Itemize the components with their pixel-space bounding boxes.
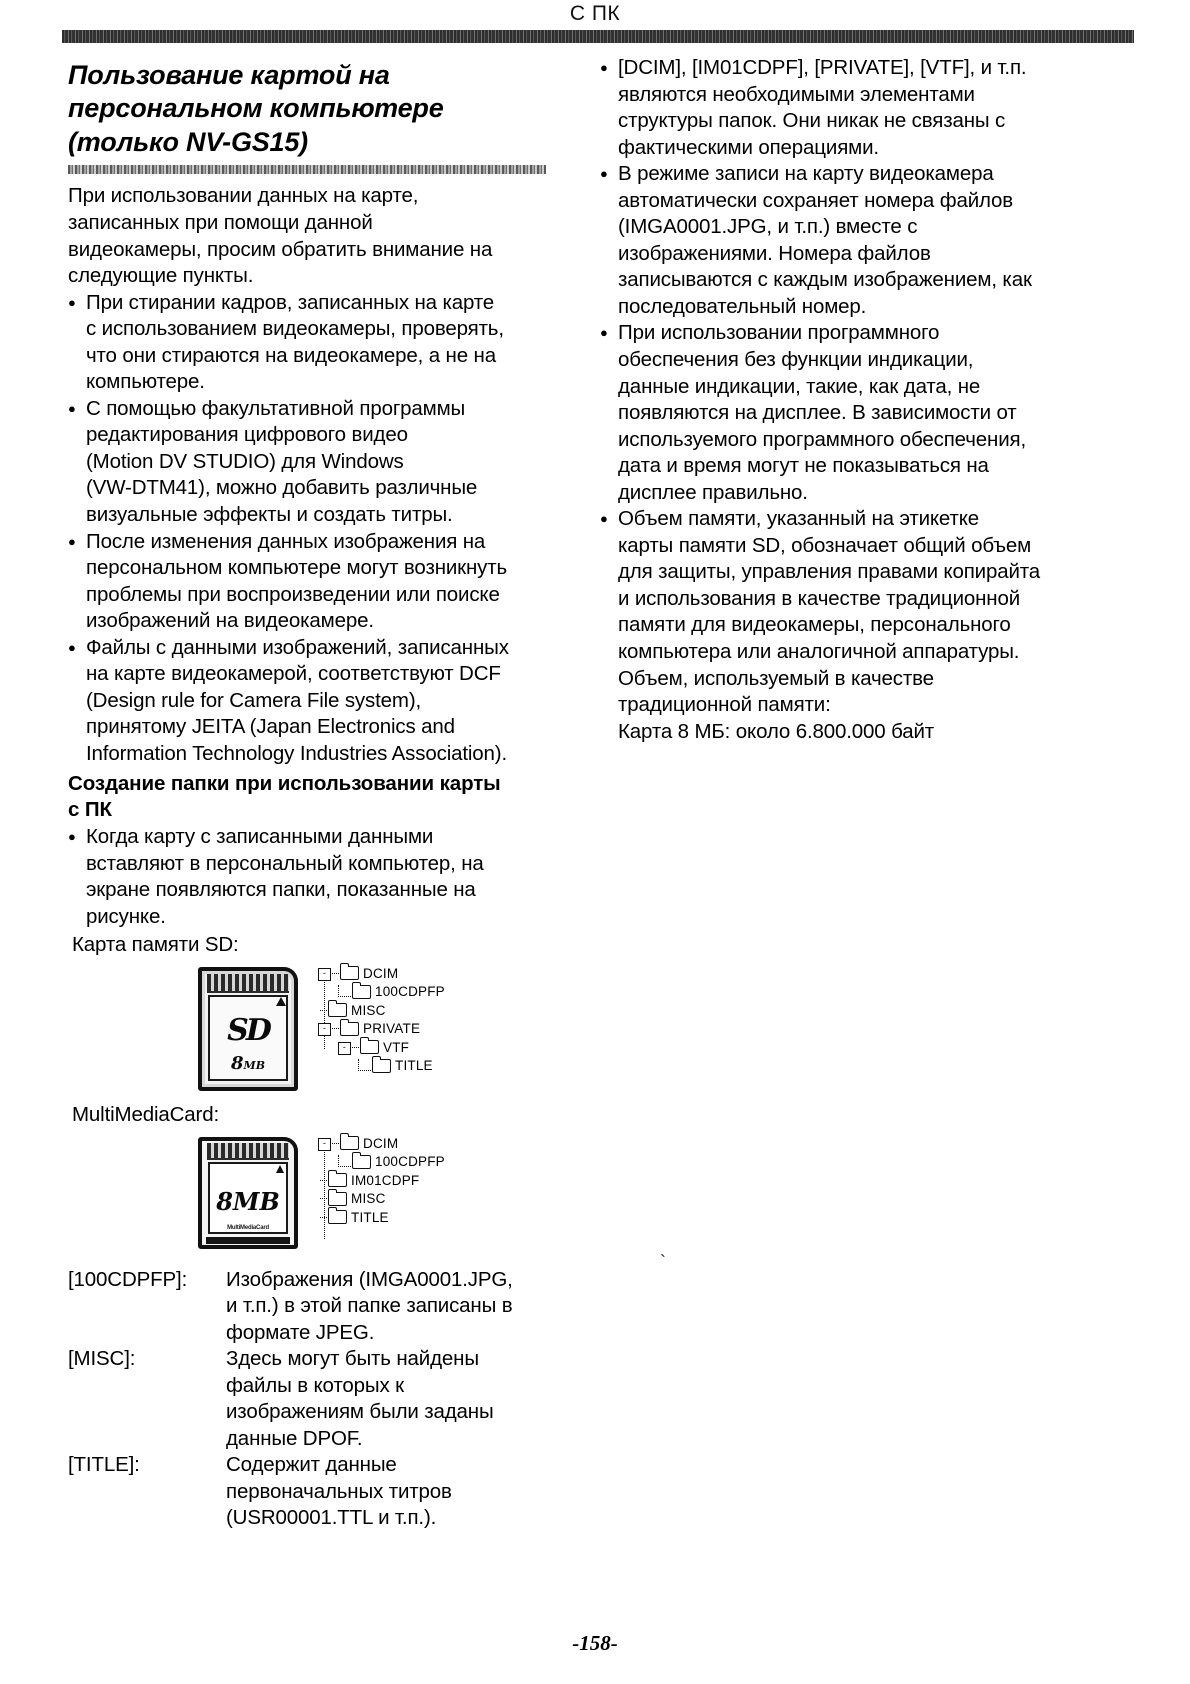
mmc-brand-label: MultiMediaCard: [227, 1224, 269, 1231]
folder-definitions: [68, 1267, 580, 1532]
tree-node-misc: [318, 1002, 445, 1021]
tree-connector: [320, 1198, 327, 1199]
intro-line: следующие пункты.: [68, 264, 254, 288]
tree-connector: [352, 1047, 359, 1048]
bullet-line: ● После изменения данных изображения на: [86, 529, 486, 553]
insert-direction-arrow-icon: [276, 1165, 284, 1173]
bullet-line: памяти для видеокамеры, персонального: [618, 613, 1011, 637]
definition-term: [TITLE]:: [68, 1453, 140, 1477]
tree-node-dcim: [318, 965, 445, 984]
mmc-card-caption: MultiMediaCard:: [72, 1102, 219, 1126]
sd-logo: SD: [227, 1012, 269, 1048]
bullet-line: Объем, используемый в качестве: [618, 666, 934, 690]
definition-line: Здесь могут быть найдены: [226, 1347, 479, 1371]
bullet-line: Information Technology Industries Association).: [86, 741, 508, 765]
tree-connector: [320, 1217, 327, 1218]
tree-node-label: TITLE: [395, 1058, 433, 1074]
bullet-line: ● Файлы с данными изображений, записанных: [86, 635, 509, 659]
bullet-line: дата и время могут не показываться на: [618, 454, 989, 478]
page-title-line: персональном компьютере: [68, 93, 444, 124]
bullet-line: дисплее правильно.: [618, 480, 808, 504]
mmc-card-image: [198, 1137, 298, 1249]
intro-line: записанных при помощи данной: [68, 210, 373, 234]
bullet-line: принятому JEITA (Japan Electronics and: [86, 715, 455, 739]
folder-icon: [352, 1155, 371, 1169]
folder-icon: [340, 1022, 359, 1036]
definition-term: [MISC]:: [68, 1347, 136, 1371]
right-bullet-list: [600, 55, 1120, 745]
bullet-line: структуры папок. Они никак не связаны с: [618, 109, 1006, 133]
bullet-line: (IMGA0001.JPG, и т.п.) вместе с: [618, 215, 918, 239]
left-bullet-list: [68, 290, 580, 768]
tree-node-label: 100CDPFP: [375, 1154, 445, 1170]
bullet-line: на карте видеокамерой, соответствуют DCF: [86, 662, 501, 686]
section-subheading: [68, 771, 580, 823]
bullet-line: (VW-DTM41), можно добавить различные: [86, 476, 478, 500]
page-title-line: Пользование картой на: [68, 60, 390, 90]
sd-capacity-unit: MB: [243, 1058, 265, 1072]
definition-description: [226, 1452, 580, 1532]
definition-row: [68, 1346, 580, 1452]
mmc-capacity-label: 8MB: [216, 1186, 280, 1216]
sd-card-figure: [68, 965, 580, 1090]
tree-node-dcim: [318, 1135, 445, 1154]
tree-connector: [338, 1155, 351, 1167]
folder-icon: [360, 1040, 379, 1054]
list-item: [600, 320, 1120, 506]
definition-line: (USR00001.TTL и т.п.).: [226, 1506, 437, 1530]
bullet-line: ● При использовании программного: [618, 321, 940, 345]
sd-capacity-value: 8: [230, 1052, 244, 1074]
bullet-line: с использованием видеокамеры, проверять,: [86, 317, 504, 341]
bullet-line: рисунке.: [86, 904, 166, 928]
insert-direction-arrow-icon: [276, 997, 286, 1006]
bullet-line: ● Объем памяти, указанный на этикетке: [618, 507, 980, 531]
tree-node-misc: [318, 1190, 445, 1209]
tree-node-label: TITLE: [351, 1209, 389, 1225]
expander-minus-icon[interactable]: -: [338, 1042, 351, 1055]
definition-line: первоначальных титров: [226, 1479, 452, 1503]
tree-connector: [332, 1143, 339, 1144]
definition-description: [226, 1346, 580, 1452]
list-item: [68, 396, 580, 529]
tree-node-im01cdpf: [318, 1172, 445, 1191]
expander-minus-icon[interactable]: -: [318, 1023, 331, 1036]
expander-minus-icon[interactable]: -: [318, 968, 331, 981]
expander-minus-icon[interactable]: -: [318, 1138, 331, 1151]
sd-card-image: [198, 967, 298, 1091]
tree-node-private: [318, 1020, 445, 1039]
definition-line: и т.п.) в этой папке записаны в: [226, 1294, 513, 1318]
folder-icon: [340, 966, 359, 980]
tree-node-label: VTF: [383, 1040, 410, 1056]
folder-icon: [340, 1136, 359, 1150]
tree-node-label: IM01CDPF: [351, 1172, 420, 1188]
folder-icon: [328, 1210, 347, 1224]
running-header: С ПК: [569, 2, 621, 25]
tree-connector: [320, 1180, 327, 1181]
definition-row: [68, 1452, 580, 1532]
bullet-line: являются необходимыми элементами: [618, 82, 975, 106]
definition-line: данные DPOF.: [226, 1426, 363, 1450]
list-item: [68, 635, 580, 768]
bullet-line: ● [DCIM], [IM01CDPF], [PRIVATE], [VTF], и т.п.: [618, 56, 1027, 79]
tree-node-label: DCIM: [363, 1135, 399, 1151]
bullet-line: появляются на дисплее. В зависимости от: [618, 401, 1017, 425]
page-title: [68, 59, 580, 159]
bullet-line: (Motion DV STUDIO) для Windows: [86, 449, 404, 473]
list-item: [600, 506, 1120, 745]
bullet-line: традиционной памяти:: [618, 693, 831, 717]
folder-icon: [372, 1059, 391, 1073]
bullet-line: автоматически сохраняет номера файлов: [618, 188, 1014, 212]
bullet-line: проблемы при воспроизведении или поиске: [86, 582, 500, 606]
bullet-line: Карта 8 МБ: около 6.800.000 байт: [618, 719, 935, 743]
subheading-line: Создание папки при использовании карты: [68, 772, 501, 796]
bullet-line: (Design rule for Camera File system),: [86, 688, 422, 712]
bullet-line: фактическими операциями.: [618, 135, 879, 159]
definition-line: изображениям были заданы: [226, 1400, 494, 1424]
list-item: [600, 161, 1120, 320]
tree-node-label: MISC: [351, 1191, 386, 1207]
list-item: [68, 290, 580, 396]
bullet-line: персональном компьютере могут возникнуть: [86, 556, 508, 580]
tree-node-label: MISC: [351, 1003, 386, 1019]
tree-connector: [358, 1059, 371, 1071]
definition-term: [100CDPFP]:: [68, 1267, 188, 1291]
bullet-line: для защиты, управления правами копирайта: [618, 560, 1041, 584]
subheading-line: с ПК: [68, 798, 112, 822]
definition-line: формате JPEG.: [226, 1320, 375, 1344]
card-contacts: [207, 1143, 289, 1160]
tree-node-label: DCIM: [363, 966, 399, 982]
tree-node-label: 100CDPFP: [375, 984, 445, 1000]
bullet-line: карты памяти SD, обозначает общий объем: [618, 533, 1032, 557]
bullet-line: что они стираются на видеокамере, а не на: [86, 343, 496, 367]
tree-connector: [320, 1010, 327, 1011]
folder-icon: [328, 1003, 347, 1017]
bullet-line: последовательный номер.: [618, 294, 867, 318]
bullet-line: ● С помощью факультативной программы: [86, 396, 466, 420]
folder-icon: [328, 1192, 347, 1206]
bullet-line: изображениями. Номера файлов: [618, 241, 931, 265]
tree-connector: [338, 985, 351, 997]
intro-line: При использовании данных на карте,: [68, 184, 419, 208]
list-item: [600, 55, 1120, 161]
tree-node-title: [318, 1057, 445, 1076]
right-column: [600, 55, 1120, 745]
bullet-line: визуальные эффекты и создать титры.: [86, 502, 453, 526]
mmc-card-figure: [68, 1135, 580, 1253]
tree-node-label: PRIVATE: [363, 1021, 421, 1037]
bullet-line: ● В режиме записи на карту видеокамера: [618, 162, 994, 186]
title-rule: [68, 165, 546, 174]
bullet-line: записываются с каждым изображением, как: [618, 268, 1032, 292]
bullet-line: данные индикации, такие, как дата, не: [618, 374, 981, 398]
subhead-bullet-list: [68, 824, 580, 930]
folder-icon: [328, 1173, 347, 1187]
bullet-line: изображений на видеокамере.: [86, 609, 374, 633]
page-number: -158-: [572, 1631, 618, 1655]
bullet-line: вставляют в персональный компьютер, на: [86, 851, 484, 875]
list-item: [68, 529, 580, 635]
card-contacts: [207, 974, 289, 993]
sd-capacity-label: [202, 1053, 294, 1074]
page-title-line: (только NV-GS15): [68, 126, 308, 157]
bullet-line: обеспечения без функции индикации,: [618, 348, 974, 372]
definition-line: Изображения (IMGA0001.JPG,: [226, 1267, 513, 1291]
bullet-line: компьютера или аналогичной аппаратуры.: [618, 640, 1020, 664]
mmc-folder-tree: [318, 1135, 445, 1228]
definition-line: Содержит данные: [226, 1453, 397, 1477]
header-rule: [62, 30, 1134, 43]
left-column: [68, 55, 580, 1532]
bullet-line: экране появляются папки, показанные на: [86, 878, 476, 902]
tree-node-vtf: [318, 1039, 445, 1058]
intro-paragraph: [68, 183, 580, 289]
bullet-line: редактирования цифрового видео: [86, 423, 408, 447]
folder-icon: [352, 985, 371, 999]
tree-node-title: [318, 1209, 445, 1228]
tree-connector: [332, 973, 339, 974]
bullet-line: ● Когда карту с записанными данными: [86, 825, 434, 849]
bullet-line: и использования в качестве традиционной: [618, 586, 1021, 610]
sd-folder-tree: [318, 965, 445, 1076]
tree-node-100cdpfp: [318, 1153, 445, 1172]
tree-node-100cdpfp: [318, 983, 445, 1002]
bullet-line: используемого программного обеспечения,: [618, 427, 1027, 451]
bullet-line: компьютере.: [86, 370, 205, 394]
list-item: [68, 824, 580, 930]
intro-line: видеокамеры, просим обратить внимание на: [68, 237, 493, 261]
card-foot-bar: [206, 1237, 290, 1244]
definition-description: [226, 1267, 580, 1347]
definition-line: файлы в которых к: [226, 1373, 404, 1397]
scan-artifact-mark: `: [660, 1252, 666, 1272]
sd-card-caption: Карта памяти SD:: [72, 933, 239, 957]
bullet-line: ● При стирании кадров, записанных на карте: [86, 290, 495, 314]
definition-row: [68, 1267, 580, 1347]
tree-connector: [332, 1028, 339, 1029]
